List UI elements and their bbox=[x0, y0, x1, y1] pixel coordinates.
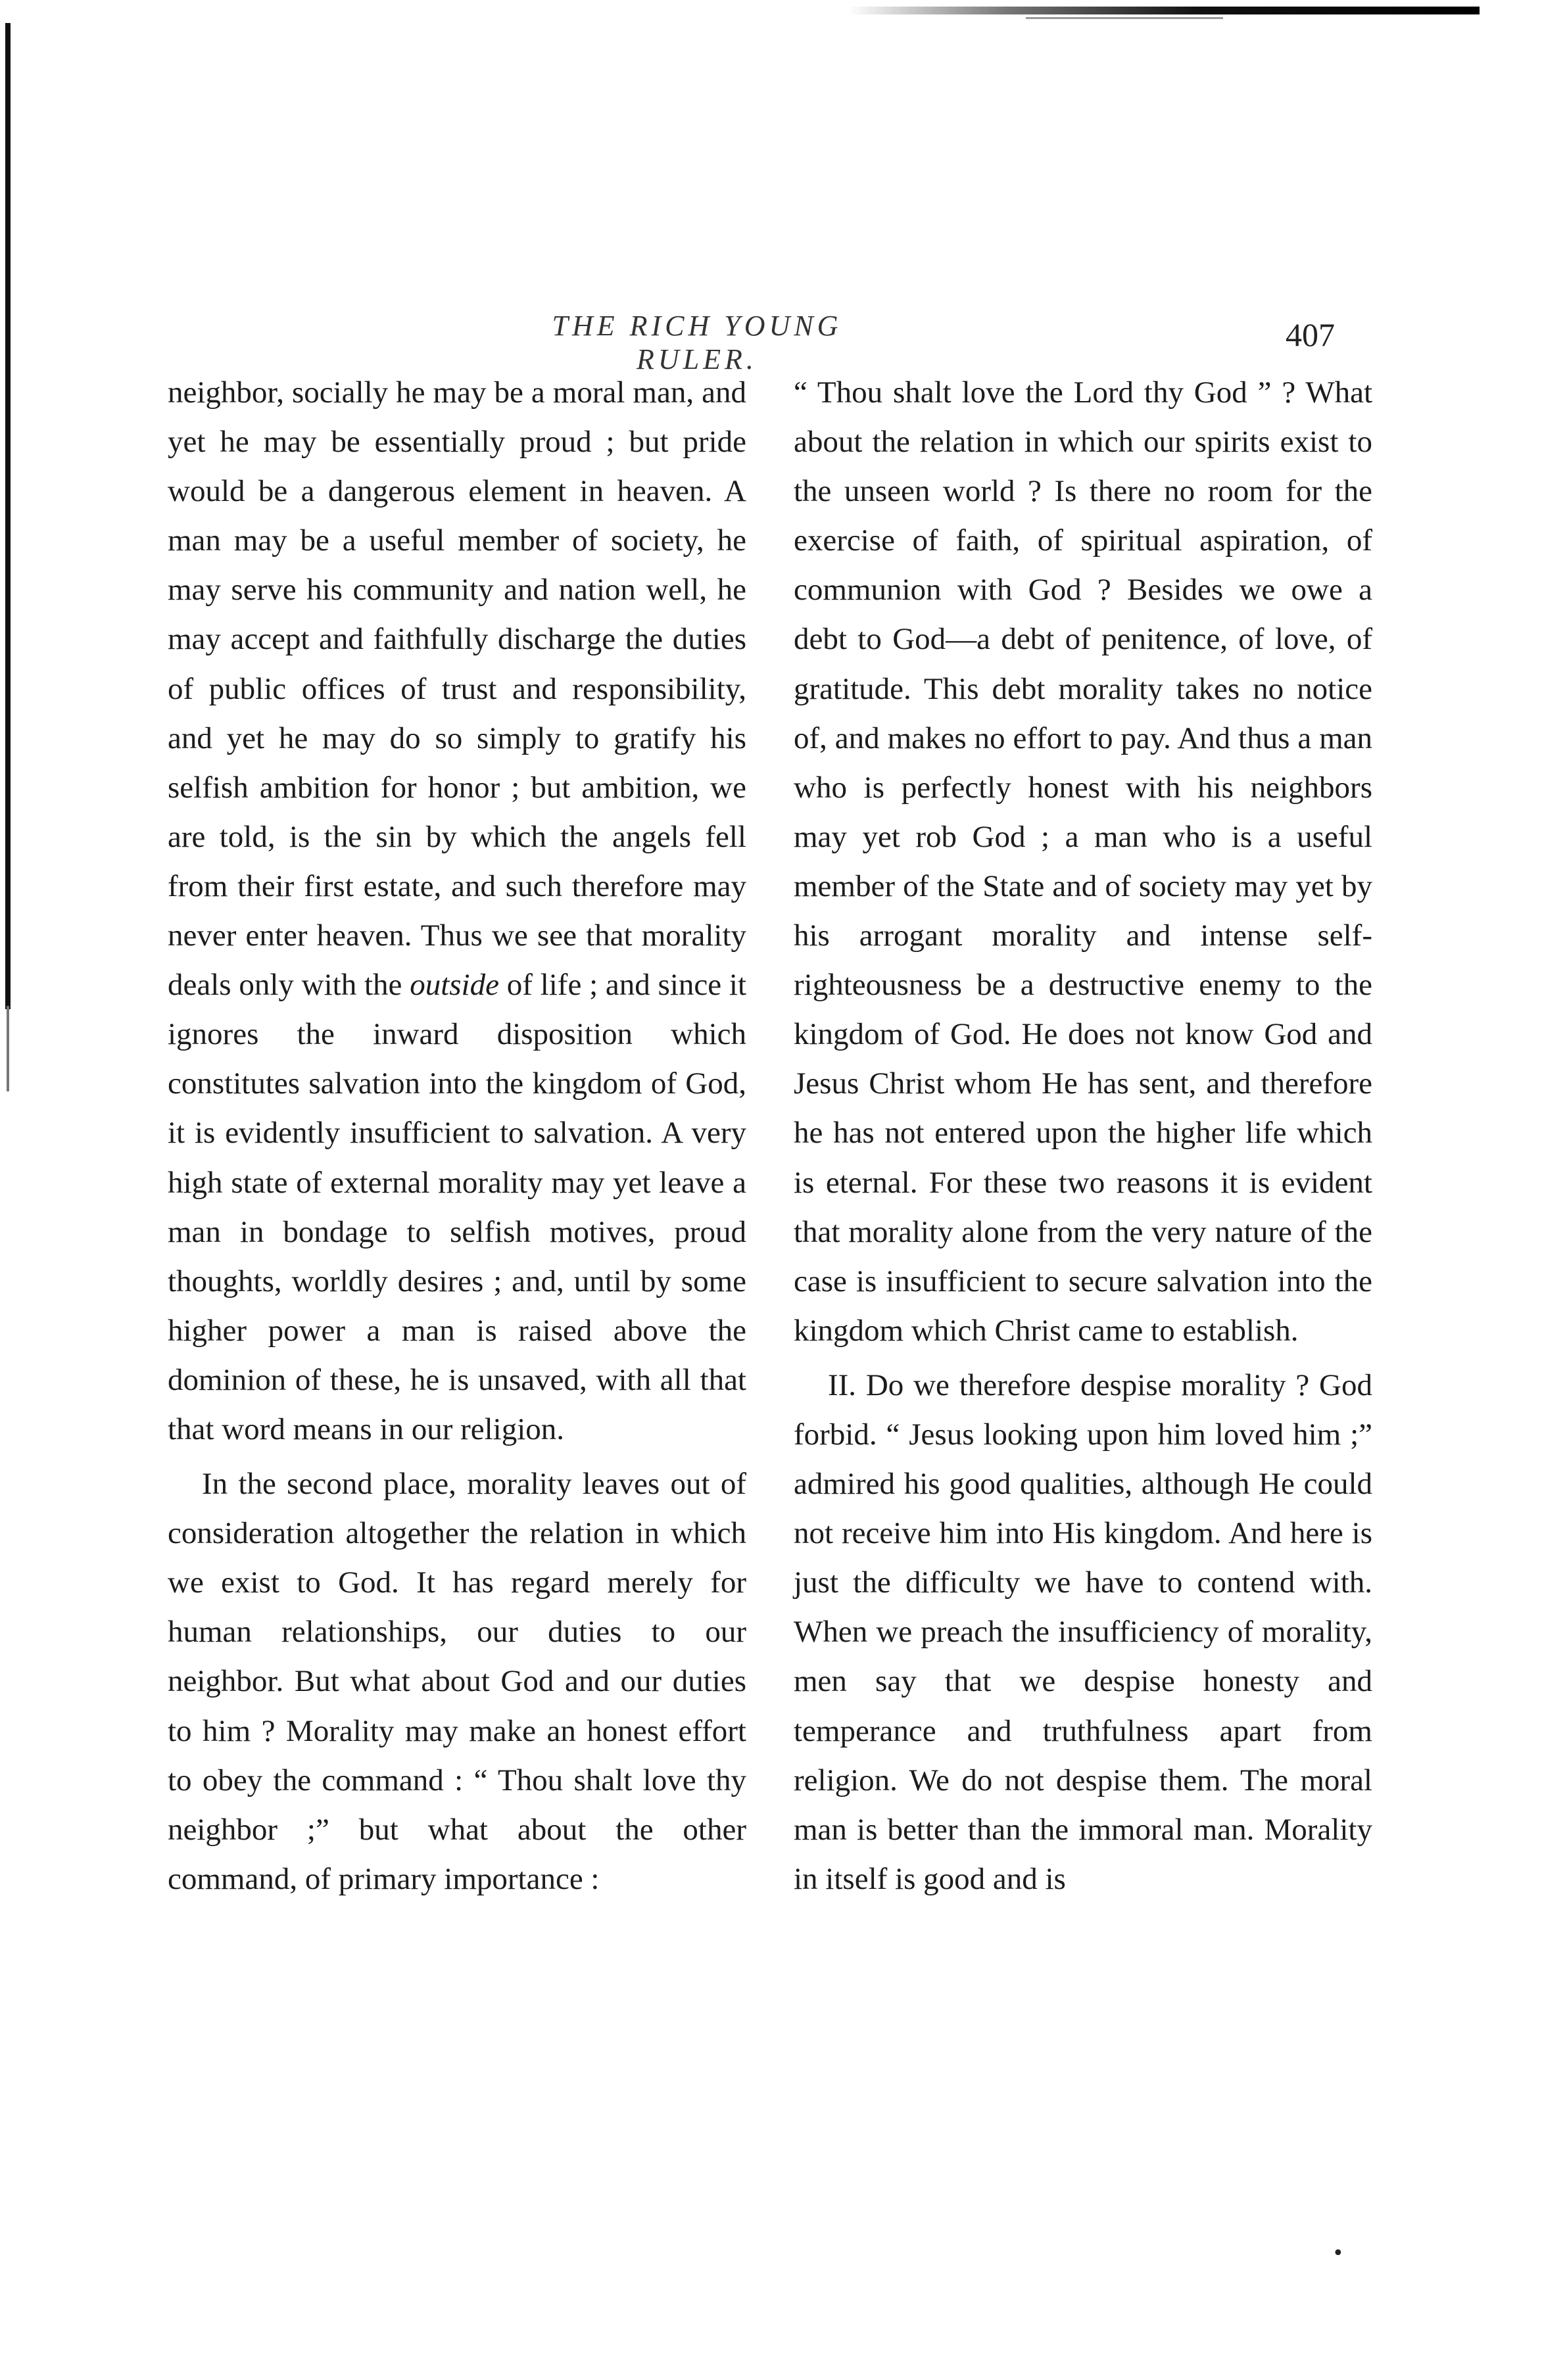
right-column bbox=[794, 368, 1372, 1904]
top-edge-rule bbox=[848, 7, 1480, 14]
left-paragraph-1-text: neighbor, socially he may be a moral man, and yet he may be essentially proud ; but pride would be a dangerous element in heaven. A man may be a useful member of society, he may serve his community and nation well, he may accept and faithfully discharge the duties of public offices of trust and responsibility, and yet he may do so simply to gratify his selfish ambition for honor ; but ambition, we are told, is the sin by which the angels fell from their first estate, and such therefore may never enter heaven. Thus we see that morality deals only with the bbox=[168, 375, 746, 1003]
left-column bbox=[168, 368, 746, 1904]
left-paragraph-1-rest: of life ; and since it ignores the inward disposition which constitutes salvation into the kingdom of God, it is evidently insufficient to salvation. A very high state of external morality may yet leave a man in bondage to selfish motives, proud thoughts, worldly desires ; and, until by some higher power a man is raised above the dominion of these, he is unsaved, with all that that word means in our religion. bbox=[168, 968, 747, 1446]
left-page-edge-lower bbox=[7, 1006, 9, 1091]
running-title: THE RICH YOUNG RULER. bbox=[552, 310, 842, 375]
left-page-edge bbox=[5, 23, 11, 1009]
right-paragraph-2: II. Do we therefore despise morality ? God forbid. “ Jesus looking upon him loved him ;” admired his good qualities, although He could not receive him into His kingdom. And here is just the difficulty we have to contend with. When we preach the insufficiency of morality, men say that we despise honesty and temperance and truthfulness apart from religion. We do not despise them. The moral man is better than the immoral man. Morality in itself is good and is bbox=[794, 1368, 1372, 1896]
page-number: 407 bbox=[1286, 316, 1335, 353]
left-paragraph-2: In the second place, morality leaves out of consideration altogether the relation in which we exist to God. It has regard merely for human relationships, our duties to our neighbor. But what about God and our duties to him ? Morality may make an honest effort to obey the command : “ Thou shalt love thy neighbor ;” but what about the other command, of primary importance : bbox=[168, 1467, 746, 1896]
emphasis-outside: outside bbox=[410, 968, 499, 1003]
top-edge-rule-thin bbox=[1026, 17, 1223, 19]
right-paragraph-1: “ Thou shalt love the Lord thy God ” ? What about the relation in which our spirits exist to the unseen world ? Is there no room for the exercise of faith, of spiritual aspiration, of communion with God ? Besides we owe a debt to God—a debt of penitence, of love, of gratitude. This debt morality takes no notice of, and makes no effort to pay. And thus a man who is perfectly honest with his neighbors may yet rob God ; a man who is a useful member of the State and of society may yet by his arrogant morality and intense self-righteousness be a destructive enemy to the kingdom of God. He does not know God and Jesus Christ whom He has sent, and therefore he has not entered upon the higher life which is eternal. For these two reasons it is evident that morality alone from the very nature of the case is insufficient to secure salvation into the kingdom which Christ came to establish. bbox=[794, 375, 1372, 1348]
footer-mark: • bbox=[1332, 2242, 1344, 2265]
left-paragraph-1 bbox=[168, 368, 746, 1454]
